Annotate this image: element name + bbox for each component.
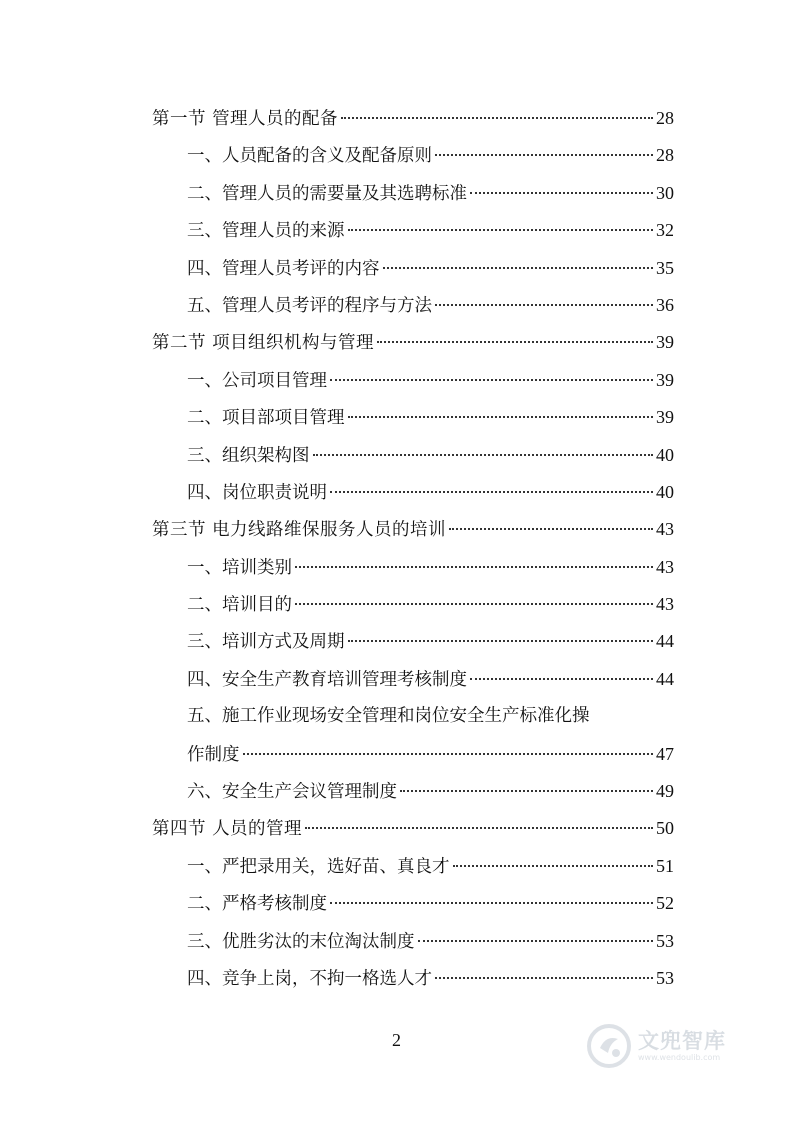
toc-page-number: 43 bbox=[656, 556, 674, 577]
toc-entry-title: 四、管理人员考评的内容 bbox=[187, 258, 380, 279]
toc-page-number: 32 bbox=[656, 220, 674, 241]
toc-dot-leader bbox=[295, 603, 653, 605]
toc-dot-leader bbox=[383, 267, 654, 269]
toc-dot-leader bbox=[313, 454, 654, 456]
toc-page-number: 39 bbox=[656, 369, 674, 390]
toc-dot-leader bbox=[449, 528, 653, 530]
toc-item-row[interactable] bbox=[152, 549, 674, 586]
toc-page-number: 40 bbox=[656, 444, 674, 465]
toc-entry-title: 三、管理人员的来源 bbox=[187, 221, 345, 242]
toc-page-number: 44 bbox=[656, 668, 674, 689]
toc-page-number: 40 bbox=[656, 481, 674, 502]
toc-entry-title: 四、安全生产教育培训管理考核制度 bbox=[187, 669, 467, 690]
toc-page-number: 50 bbox=[656, 818, 674, 839]
toc-page-number: 30 bbox=[656, 182, 674, 203]
toc-entry-title: 第三节 电力线路维保服务人员的培训 bbox=[152, 520, 447, 541]
toc-page-number: 43 bbox=[656, 594, 674, 615]
toc-item-row[interactable] bbox=[152, 287, 674, 324]
toc-dot-leader bbox=[400, 790, 653, 792]
toc-entry-title: 六、安全生产会议管理制度 bbox=[187, 782, 397, 803]
toc-page-number: 35 bbox=[656, 257, 674, 278]
toc-section-row[interactable] bbox=[152, 511, 674, 548]
toc-item-row[interactable] bbox=[152, 212, 674, 249]
toc-dot-leader bbox=[418, 940, 654, 942]
toc-item-row[interactable] bbox=[152, 885, 674, 922]
watermark bbox=[586, 1018, 776, 1074]
toc-item-row[interactable] bbox=[152, 474, 674, 511]
toc-entry-title: 一、严把录用关，选好苗、真良才 bbox=[187, 856, 450, 877]
toc-dot-leader bbox=[341, 117, 653, 119]
toc-dot-leader bbox=[470, 678, 653, 680]
toc-entry-title: 二、项目部项目管理 bbox=[187, 408, 345, 429]
toc-section-row[interactable] bbox=[152, 100, 674, 137]
toc-entry-title: 四、岗位职责说明 bbox=[187, 482, 327, 503]
toc-entry-title: 第四节 人员的管理 bbox=[152, 819, 303, 840]
toc-entry-title: 二、严格考核制度 bbox=[187, 894, 327, 915]
toc-page-number: 28 bbox=[656, 108, 674, 128]
toc-dot-leader bbox=[330, 491, 653, 493]
page-number: 2 bbox=[392, 1030, 401, 1050]
toc-entry-title: 一、人员配备的含义及配备原则 bbox=[187, 146, 432, 167]
toc-section-row[interactable] bbox=[152, 324, 674, 361]
toc-item-row[interactable] bbox=[152, 661, 674, 698]
toc-dot-leader bbox=[243, 753, 654, 755]
toc-dot-leader bbox=[330, 379, 653, 381]
toc-dot-leader bbox=[305, 827, 653, 829]
watermark-name: 文兜智库 bbox=[638, 1029, 726, 1053]
toc-item-row[interactable] bbox=[152, 848, 674, 885]
toc-page-number: 53 bbox=[656, 930, 674, 951]
toc-page-number: 43 bbox=[656, 519, 674, 540]
toc-page-number: 51 bbox=[656, 855, 674, 876]
toc-page-number: 39 bbox=[656, 407, 674, 428]
toc-dot-leader bbox=[330, 902, 653, 904]
toc-page-number: 36 bbox=[656, 294, 674, 315]
toc-page-number: 53 bbox=[656, 967, 674, 988]
toc-entry-title: 三、优胜劣汰的末位淘汰制度 bbox=[187, 931, 415, 952]
toc-dot-leader bbox=[348, 640, 654, 642]
toc-item-row[interactable] bbox=[152, 773, 674, 810]
toc-dot-leader bbox=[377, 341, 653, 343]
toc-entry-title: 第二节 项目组织机构与管理 bbox=[152, 333, 375, 354]
watermark-url: www.wendoulib.com bbox=[638, 1053, 721, 1062]
toc-entry-title-line2: 作制度 bbox=[187, 744, 240, 765]
toc-item-row[interactable] bbox=[152, 175, 674, 212]
toc-item-row[interactable] bbox=[152, 362, 674, 399]
toc-item-row[interactable] bbox=[152, 586, 674, 623]
toc-item-row[interactable] bbox=[152, 623, 674, 660]
toc-entry-title: 五、管理人员考评的程序与方法 bbox=[187, 295, 432, 316]
toc-entry-title: 二、培训目的 bbox=[187, 595, 292, 616]
toc-entry-title: 一、培训类别 bbox=[187, 557, 292, 578]
toc-section-row[interactable] bbox=[152, 810, 674, 847]
toc-entry-title: 二、管理人员的需要量及其选聘标准 bbox=[187, 183, 467, 204]
toc-page-number: 39 bbox=[656, 332, 674, 353]
toc-entry-title: 三、培训方式及周期 bbox=[187, 632, 345, 653]
toc-entry-title: 三、组织架构图 bbox=[187, 445, 310, 466]
toc-page-number: 28 bbox=[656, 145, 674, 166]
toc-entry-line2 bbox=[187, 736, 674, 773]
toc-dot-leader bbox=[470, 192, 653, 194]
table-of-contents bbox=[152, 100, 674, 997]
toc-page-number: 52 bbox=[656, 893, 674, 914]
toc-dot-leader bbox=[435, 154, 653, 156]
toc-item-row-wrapped[interactable] bbox=[152, 698, 674, 773]
toc-page-number: 49 bbox=[656, 781, 674, 802]
toc-dot-leader bbox=[435, 304, 653, 306]
toc-item-row[interactable] bbox=[152, 437, 674, 474]
toc-dot-leader bbox=[295, 566, 653, 568]
toc-item-row[interactable] bbox=[152, 137, 674, 174]
toc-dot-leader bbox=[435, 977, 653, 979]
toc-item-row[interactable] bbox=[152, 399, 674, 436]
toc-entry-title: 一、公司项目管理 bbox=[187, 370, 327, 391]
watermark-logo-icon bbox=[586, 1023, 632, 1069]
toc-item-row[interactable] bbox=[152, 923, 674, 960]
toc-entry-title: 第一节 管理人员的配备 bbox=[152, 109, 339, 129]
toc-entry-title: 四、竞争上岗，不拘一格选人才 bbox=[187, 968, 432, 989]
toc-entry-title-line1: 五、施工作业现场安全管理和岗位安全生产标准化操 bbox=[187, 706, 590, 727]
toc-dot-leader bbox=[453, 865, 654, 867]
toc-dot-leader bbox=[348, 416, 654, 418]
toc-item-row[interactable] bbox=[152, 960, 674, 997]
toc-item-row[interactable] bbox=[152, 250, 674, 287]
toc-dot-leader bbox=[348, 229, 654, 231]
toc-page-number: 44 bbox=[656, 631, 674, 652]
toc-page-number: 47 bbox=[656, 743, 674, 764]
